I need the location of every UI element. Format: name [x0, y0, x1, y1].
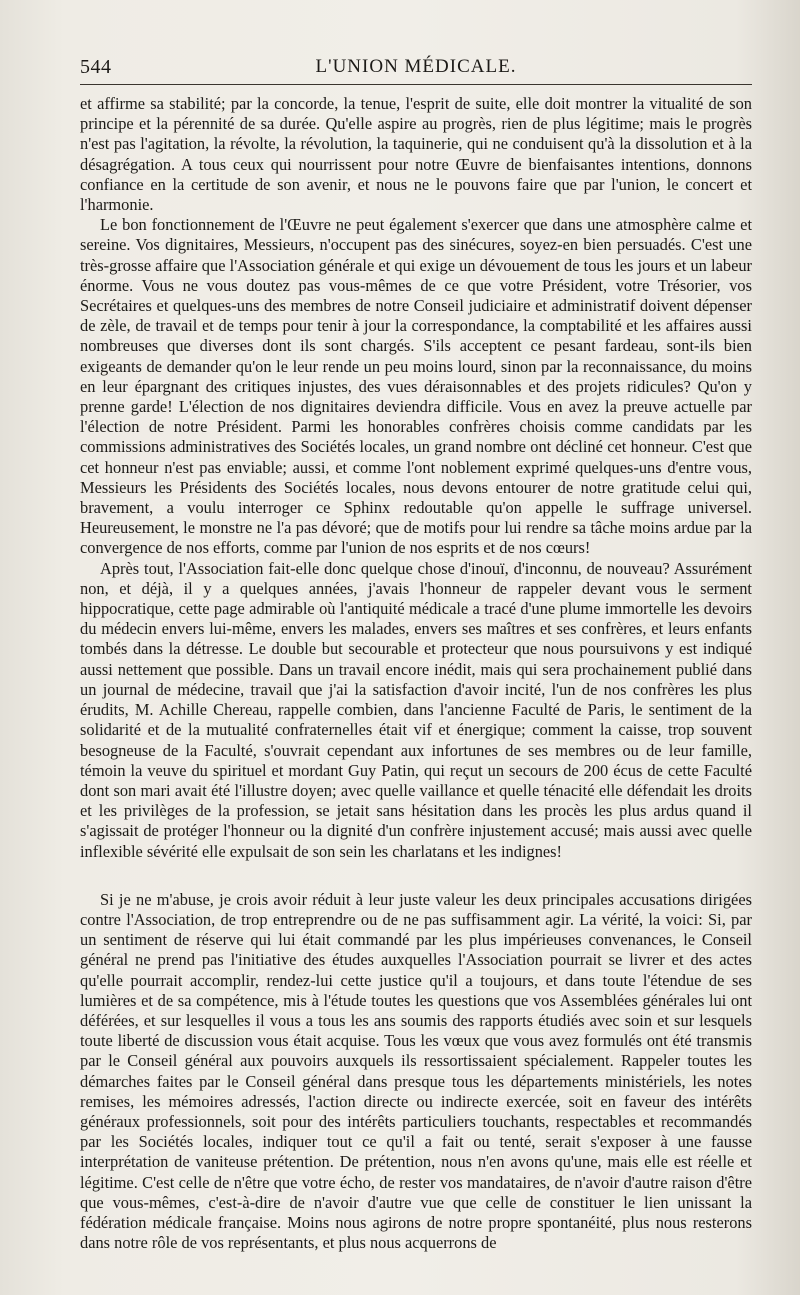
header-rule	[80, 84, 752, 85]
paragraph-1: et affirme sa stabilité; par la concorde, la tenue, l'esprit de suite, elle doit montrer la vitualité de son principe et la pérennité de sa durée. Qu'elle aspire au progrès, rien de plus légitime; mais le progrès n'est pas l'agitation, la révolte, la révolution, la taquinerie, qui ne conduisent qu'à la dissolution et à la désagrégation. A tous ceux qui nourrissent pour notre Œuvre de bienfaisantes intentions, donnons confiance en la certitude de son avenir, et nous ne le pouvons faire que par l'union, le concert et l'harmonie.	[80, 94, 752, 215]
page-number: 544	[80, 56, 112, 78]
section-gap	[80, 862, 752, 890]
running-title: L'UNION MÉDICALE.	[315, 56, 517, 77]
body-text	[80, 94, 752, 1253]
paragraph-3: Après tout, l'Association fait-elle donc quelque chose d'inouï, d'inconnu, de nouveau? Assurément non, et déjà, il y a quelques années, j'avais l'honneur de rappeler devant vous le serment hippocratique, cette page admirable où l'antiquité médicale a tracé d'une plume immortelle les devoirs du médecin envers lui-même, envers les malades, envers ses maîtres et ses confrères, et leurs enfants tombés dans la détresse. Le double but secourable et protecteur que nous poursuivons y est indiqué aussi nettement que possible. Dans un travail encore inédit, mais qui sera prochainement publié dans un journal de médecine, travail que j'ai la satisfaction d'avoir incité, l'un de nos confrères les plus érudits, M. Achille Chereau, rappelle combien, dans l'ancienne Faculté de Paris, le sentiment de la solidarité et de la mutualité confraternelles était vif et énergique; comment la caisse, trop souvent besogneuse de la Faculté, s'ouvrait cependant aux infortunes de ses membres ou de leur famille, témoin la veuve du spirituel et mordant Guy Patin, qui reçut un secours de 200 écus de cette Faculté dont son mari avait été l'illustre doyen; avec quelle vaillance et quelle ténacité elle défendait les droits et les privilèges de la profession, se jetait sans hésitation dans les procès les plus ardus quand il s'agissait de protéger l'honneur ou la dignité d'un confrère injustement accusé; mais aussi avec quelle inflexible sévérité elle expulsait de son sein les charlatans et les indignes!	[80, 558, 752, 861]
paragraph-2: Le bon fonctionnement de l'Œuvre ne peut également s'exercer que dans une atmosphère calme et sereine. Vos dignitaires, Messieurs, n'occupent pas des sinécures, soyez-en bien persuadés. C'est une très-grosse affaire que l'Association générale et qui exige un dévouement de tous les jours et un labeur énorme. Vous ne vous doutez pas vous-mêmes de ce que votre Président, votre Trésorier, vos Secrétaires et quelques-uns des membres de notre Conseil judiciaire et administratif doivent dépenser de zèle, de travail et de temps pour tenir à jour la correspondance, la comptabilité et les affaires aussi nombreuses que diverses dont ils sont chargés. S'ils acceptent ce pesant fardeau, sont-ils bien exigeants de demander qu'on le leur rende un peu moins lourd, sinon par la reconnaissance, du moins en leur épargnant des critiques injustes, des vues déraisonnables et des projets ridicules? Qu'on y prenne garde! L'élection de nos dignitaires deviendra difficile. Vous en avez la preuve actuelle par l'élection de notre Président. Parmi les honorables confrères choisis comme candidats par les commissions administratives des Sociétés locales, un grand nombre ont décliné cet honneur. C'est que cet honneur n'est pas enviable; aussi, et comme l'ont noblement exprimé quelques-uns d'entre vous, Messieurs les Présidents des Sociétés locales, nous devons entourer de notre gratitude celui qui, bravement, a voulu interroger ce Sphinx redoutable qu'on appelle le suffrage universel. Heureusement, le monstre ne l'a pas dévoré; que de motifs pour lui rendre sa tâche moins ardue par la convergence de nos efforts, comme par l'union de nos esprits et de nos cœurs!	[80, 215, 752, 558]
page-header	[80, 52, 752, 82]
paragraph-4: Si je ne m'abuse, je crois avoir réduit à leur juste valeur les deux principales accusations dirigées contre l'Association, de trop entreprendre ou de ne pas suffisamment agir. La vérité, la voici: Si, par un sentiment de réserve qui lui était commandé par les plus impérieuses convenances, le Conseil général ne prend pas l'initiative des études auxquelles l'Association pourrait se livrer et des actes qu'elle pourrait accomplir, rendez-lui cette justice qu'il a toujours, et dans toute l'étendue de ses lumières et de sa compétence, mis à l'étude toutes les questions que vos Assemblées générales lui ont déférées, et sur lesquelles il vous a tous les ans soumis des rapports étudiés avec soin et sur lesquels toute liberté de discussion vous était acquise. Tous les vœux que vous avez formulés ont été transmis par le Conseil général aux pouvoirs auxquels ils ressortissaient spécialement. Rappeler toutes les démarches faites par le Conseil général dans presque tous les départements ministériels, les notes remises, les mémoires adressés, l'action directe ou indirecte exercée, soit en faveur des intérêts généraux professionnels, soit pour des intérêts particuliers touchants, respectables et recommandés par les Sociétés locales, indiquer tout ce qu'il a fait ou tenté, serait s'exposer à une fausse interprétation de vaniteuse prétention. De prétention, nous n'en avons qu'une, mais elle est réelle et légitime. C'est celle de n'être que votre écho, de rester vos mandataires, de n'avoir d'autre raison d'être que vous-mêmes, c'est-à-dire de n'avoir d'autre vue que celle de constituer le lien unissant la fédération médicale française. Moins nous agirons de notre propre spontanéité, plus nous resterons dans notre rôle de vos représentants, et plus nous acquerrons de	[80, 889, 752, 1253]
